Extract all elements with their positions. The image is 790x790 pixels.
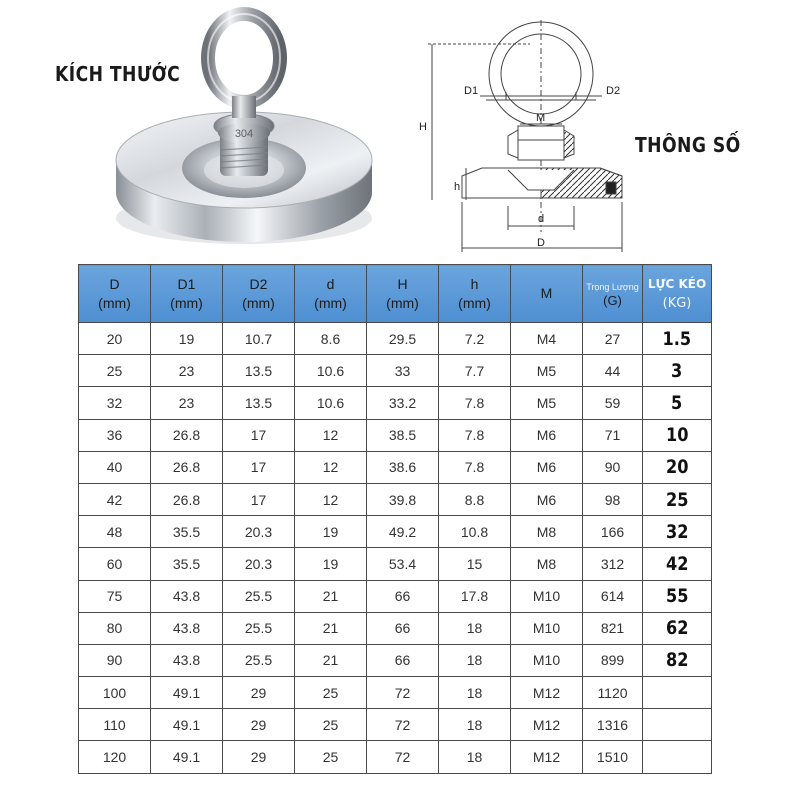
cell-M: M5: [511, 355, 583, 387]
cell-d: 8.6: [295, 323, 367, 355]
cell-H: 38.5: [367, 419, 439, 451]
header-D1: [151, 265, 223, 323]
header-unit: (mm): [386, 294, 419, 311]
cell-D1: 49.1: [151, 677, 223, 709]
cell-D2: 20.3: [223, 516, 295, 548]
cell-D1: 23: [151, 387, 223, 419]
cell-D: 32: [79, 387, 151, 419]
cell-weight: 1510: [583, 741, 643, 773]
cell-D2: 25.5: [223, 644, 295, 676]
cell-d: 25: [295, 741, 367, 773]
cell-M: M12: [511, 741, 583, 773]
pull-force-value: 25: [665, 488, 689, 511]
cell-D1: 49.1: [151, 741, 223, 773]
cell-H: 33.2: [367, 387, 439, 419]
cell-weight: 312: [583, 548, 643, 580]
magnet-photo: [100, 0, 400, 262]
header-name: D: [109, 275, 120, 292]
cell-h: 7.7: [439, 355, 511, 387]
table-row: [79, 419, 712, 451]
cell-weight: 166: [583, 516, 643, 548]
cell-D1: 35.5: [151, 516, 223, 548]
pull-force-value: 55: [665, 585, 689, 608]
cell-D1: 43.8: [151, 612, 223, 644]
cell-D1: 49.1: [151, 709, 223, 741]
cell-h: 15: [439, 548, 511, 580]
cell-pull-force: [643, 580, 712, 612]
cell-D2: 25.5: [223, 612, 295, 644]
cell-D1: 43.8: [151, 580, 223, 612]
cell-h: 18: [439, 612, 511, 644]
cell-D: 60: [79, 548, 151, 580]
table-row: [79, 516, 712, 548]
table-header-row: [79, 265, 712, 323]
cell-D: 20: [79, 323, 151, 355]
cell-D2: 20.3: [223, 548, 295, 580]
table-row: [79, 355, 712, 387]
cell-H: 66: [367, 644, 439, 676]
cell-D1: 26.8: [151, 451, 223, 483]
header-name: H: [397, 275, 408, 292]
cell-h: 7.8: [439, 451, 511, 483]
cell-pull-force: [643, 355, 712, 387]
cell-pull-force: [643, 387, 712, 419]
cell-pull-force: [643, 483, 712, 515]
cell-h: 18: [439, 677, 511, 709]
cell-D2: 17: [223, 419, 295, 451]
cell-weight: 821: [583, 612, 643, 644]
dim-D: D: [537, 237, 545, 249]
cell-H: 66: [367, 612, 439, 644]
cell-D: 100: [79, 677, 151, 709]
dim-M: M: [536, 112, 546, 124]
cell-H: 72: [367, 709, 439, 741]
cell-d: 19: [295, 548, 367, 580]
cell-d: 12: [295, 419, 367, 451]
cell-D1: 23: [151, 355, 223, 387]
pull-force-value: 32: [665, 520, 689, 543]
cell-weight: 899: [583, 644, 643, 676]
table-row: [79, 580, 712, 612]
cell-M: M8: [511, 548, 583, 580]
header-unit: (KG): [662, 295, 692, 311]
cell-weight: 1316: [583, 709, 643, 741]
cell-D: 75: [79, 580, 151, 612]
header-unit: (mm): [170, 294, 203, 311]
cell-M: M10: [511, 580, 583, 612]
header-name: D2: [249, 275, 268, 292]
cell-D1: 26.8: [151, 419, 223, 451]
table-row: [79, 387, 712, 419]
pull-force-value: 10: [665, 424, 689, 447]
cell-d: 12: [295, 483, 367, 515]
header-unit: (G): [603, 292, 622, 308]
cell-weight: 98: [583, 483, 643, 515]
pull-force-value: 82: [665, 649, 689, 672]
header-H: [367, 265, 439, 323]
pull-force-value: 20: [665, 456, 689, 479]
cell-D: 110: [79, 709, 151, 741]
header-D2: [223, 265, 295, 323]
cell-D: 120: [79, 741, 151, 773]
pull-force-value: 62: [665, 617, 689, 640]
cell-h: 18: [439, 709, 511, 741]
cell-d: 10.6: [295, 387, 367, 419]
cell-h: 17.8: [439, 580, 511, 612]
header-name: d: [326, 275, 335, 292]
cell-D: 36: [79, 419, 151, 451]
header-name: Trọng Lượng: [586, 281, 639, 292]
dimensions-label: KÍCH THƯỚC: [55, 62, 181, 86]
table-row: [79, 451, 712, 483]
cell-pull-force: [643, 741, 712, 773]
cell-weight: 44: [583, 355, 643, 387]
cell-d: 21: [295, 612, 367, 644]
pull-force-value: 5: [671, 391, 683, 414]
cell-M: M6: [511, 419, 583, 451]
table-row: [79, 644, 712, 676]
header-h: [439, 265, 511, 323]
cell-H: 38.6: [367, 451, 439, 483]
cell-M: M12: [511, 709, 583, 741]
cell-H: 72: [367, 741, 439, 773]
dim-h: h: [454, 181, 461, 193]
cell-d: 21: [295, 644, 367, 676]
cell-D1: 35.5: [151, 548, 223, 580]
table-row: [79, 709, 712, 741]
engraving-text: 304: [234, 128, 254, 140]
header-weight: [583, 265, 643, 323]
cell-H: 29.5: [367, 323, 439, 355]
pull-force-value: 3: [671, 359, 683, 382]
cell-D2: 17: [223, 451, 295, 483]
header-pull-force: [643, 265, 712, 323]
cell-H: 39.8: [367, 483, 439, 515]
cell-D1: 43.8: [151, 644, 223, 676]
cell-h: 18: [439, 741, 511, 773]
cell-H: 72: [367, 677, 439, 709]
table-row: [79, 323, 712, 355]
technical-drawing: [410, 0, 640, 262]
cell-D2: 17: [223, 483, 295, 515]
cell-pull-force: [643, 548, 712, 580]
dim-d: d: [538, 213, 545, 225]
cell-pull-force: [643, 709, 712, 741]
header-M: [511, 265, 583, 323]
cell-h: 7.2: [439, 323, 511, 355]
cell-D: 90: [79, 644, 151, 676]
header-unit: (mm): [314, 294, 347, 311]
cell-h: 7.8: [439, 387, 511, 419]
cell-D: 48: [79, 516, 151, 548]
cell-D2: 29: [223, 677, 295, 709]
cell-d: 12: [295, 451, 367, 483]
header-d: [295, 265, 367, 323]
cell-D2: 29: [223, 741, 295, 773]
cell-weight: 1120: [583, 677, 643, 709]
cell-M: M6: [511, 451, 583, 483]
cell-weight: 90: [583, 451, 643, 483]
cell-pull-force: [643, 451, 712, 483]
cell-M: M4: [511, 323, 583, 355]
product-header: [0, 0, 790, 262]
cell-h: 7.8: [439, 419, 511, 451]
header-unit: (mm): [458, 294, 491, 311]
cell-D1: 19: [151, 323, 223, 355]
cell-pull-force: [643, 323, 712, 355]
cell-d: 25: [295, 709, 367, 741]
cell-D: 40: [79, 451, 151, 483]
specs-label: THÔNG SỐ: [635, 133, 741, 157]
cell-D2: 13.5: [223, 355, 295, 387]
cell-M: M6: [511, 483, 583, 515]
cell-D2: 29: [223, 709, 295, 741]
table-row: [79, 677, 712, 709]
cell-weight: 614: [583, 580, 643, 612]
cell-weight: 59: [583, 387, 643, 419]
cell-D1: 26.8: [151, 483, 223, 515]
cell-M: M8: [511, 516, 583, 548]
dim-H: H: [419, 121, 427, 133]
cell-pull-force: [643, 612, 712, 644]
cell-d: 10.6: [295, 355, 367, 387]
cell-pull-force: [643, 644, 712, 676]
table-row: [79, 483, 712, 515]
cell-D: 25: [79, 355, 151, 387]
cell-D2: 13.5: [223, 387, 295, 419]
cell-M: M5: [511, 387, 583, 419]
cell-D2: 25.5: [223, 580, 295, 612]
cell-H: 49.2: [367, 516, 439, 548]
pull-force-value: 42: [665, 552, 689, 575]
table-row: [79, 741, 712, 773]
cell-D2: 10.7: [223, 323, 295, 355]
cell-h: 10.8: [439, 516, 511, 548]
header-D: [79, 265, 151, 323]
header-name: h: [470, 275, 479, 292]
cell-pull-force: [643, 677, 712, 709]
cell-d: 19: [295, 516, 367, 548]
cell-weight: 71: [583, 419, 643, 451]
cell-M: M10: [511, 612, 583, 644]
cell-H: 53.4: [367, 548, 439, 580]
cell-d: 25: [295, 677, 367, 709]
table-row: [79, 612, 712, 644]
cell-pull-force: [643, 516, 712, 548]
header-name: M: [540, 285, 553, 301]
cell-pull-force: [643, 419, 712, 451]
header-name: LỰC KÉO: [647, 276, 707, 291]
header-name: D1: [177, 275, 196, 292]
cell-M: M12: [511, 677, 583, 709]
cell-h: 8.8: [439, 483, 511, 515]
dim-D1: D1: [464, 85, 479, 97]
table-row: [79, 548, 712, 580]
pull-force-value: 1.5: [662, 327, 692, 350]
cell-h: 18: [439, 644, 511, 676]
cell-weight: 27: [583, 323, 643, 355]
header-unit: (mm): [242, 294, 275, 311]
cell-d: 21: [295, 580, 367, 612]
header-unit: (mm): [98, 294, 131, 311]
cell-D: 80: [79, 612, 151, 644]
cell-D: 42: [79, 483, 151, 515]
cell-H: 66: [367, 580, 439, 612]
cell-M: M10: [511, 644, 583, 676]
cell-H: 33: [367, 355, 439, 387]
dim-D2: D2: [606, 85, 621, 97]
spec-table: [78, 264, 712, 774]
